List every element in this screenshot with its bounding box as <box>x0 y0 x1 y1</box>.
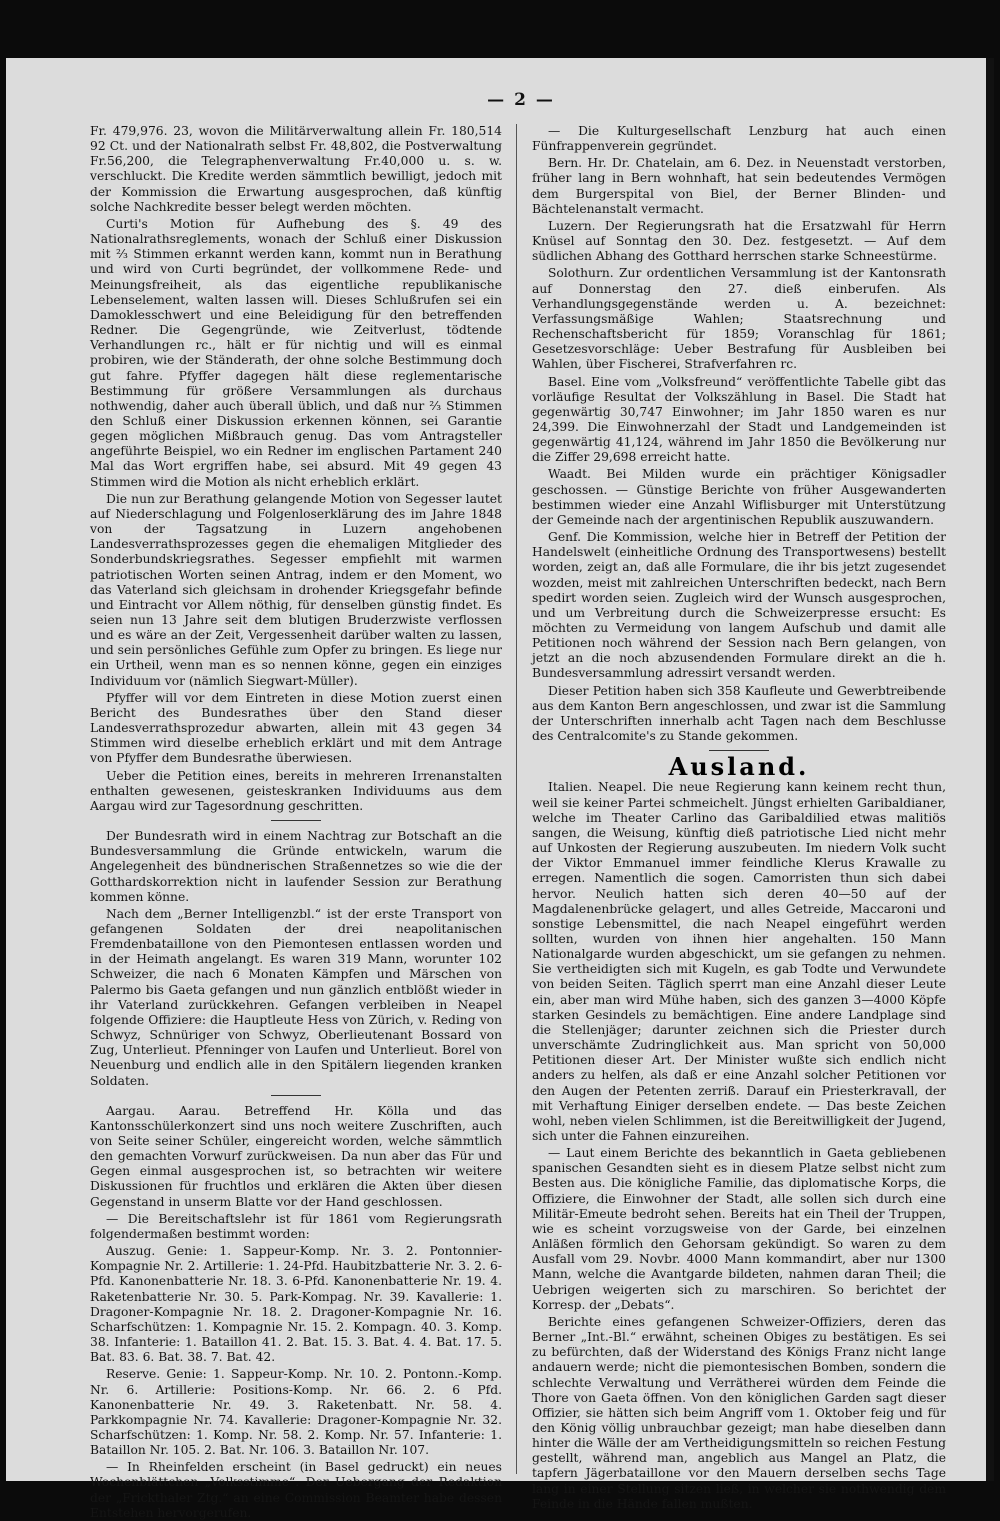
newspaper-page <box>6 58 994 1520</box>
article-paragraph: Fr. 479,976. 23, wovon die Militärverwaltung allein Fr. 180,514 92 Ct. und der Nationalrath selbst Fr. 48,802, die Postverwaltung Fr.56,200, die Telegraphenverwaltung Fr.40,000 u. s. w. verschluckt. Die Kredite werden sämmtlich bewilligt, jedoch mit der Kommission die Erwartung ausgesprochen, daß künftig solche Nachkredite besser belegt werden möchten. <box>90 124 502 214</box>
article-paragraph: Waadt. Bei Milden wurde ein prächtiger Königsadler geschossen. — Günstige Berichte von früher Ausgewanderten bestimmen wieder eine Anzahl Wiflisburger mit Unterstützung der Gemeinde nach der argentinischen Republik auszuwandern. <box>532 467 946 527</box>
article-paragraph: Basel. Eine vom „Volksfreund“ veröffentlichte Tabelle gibt das vorläufige Resultat der Volkszählung in Basel. Die Stadt hat gegenwärtig 30,747 Einwohner; im Jahr 1850 waren es nur 24,399. Die Einwohnerzahl der Stadt und Landgemeinden ist gegenwärtig 41,124, während im Jahr 1850 die Bevölkerung nur die Ziffer 29,698 erreicht hatte. <box>532 374 946 465</box>
article-paragraph: Bern. Hr. Dr. Chatelain, am 6. Dez. in Neuenstadt verstorben, früher lang in Bern wohnhaft, hat sein bedeutendes Vermögen dem Burgerspital von Biel, der Berner Blinden- und Bächtelenanstalt vermacht. <box>532 156 946 216</box>
article-paragraph: — Laut einem Berichte des bekanntlich in Gaeta gebliebenen spanischen Gesandten sieht es in diesem Platze selbst nicht zum Besten aus. Die königliche Familie, das diplomatische Korps, die Offiziere, die Einwohner der Stadt, alle sollen sich durch eine Militär-Emeute bedroht sehen. Bereits hat ein Theil der Truppen, wie es scheint vorzugsweise von der Garde, bei einzelnen Anläßen förmlich den Gehorsam gekündigt. So waren zu dem Ausfall vom 29. Novbr. 4000 Mann kommandirt, aber nur 1300 Mann, welche die Avantgarde bildeten, nahmen daran Theil; die Uebrigen weigerten sich zu marschiren. So berichtet der Korresp. der „Debats“. <box>532 1146 946 1312</box>
article-paragraph: Italien. Neapel. Die neue Regierung kann keinem recht thun, weil sie keiner Partei schmeichelt. Jüngst erhielten Garibaldianer, welche im Theater Carlino das Garibaldilied etwas malitiös sangen, die Weisung, künftig dieß patriotische Lied nicht mehr auf Unkosten der Regierung auszubeuten. Im niedern Volk sucht der Viktor Emmanuel immer feindliche Klerus Krawalle zu erregen. Namentlich die sogen. Camorristen thun sich dabei hervor. Neulich hatten sich deren 40—50 auf der Magdalenenbrücke gelagert, und alles Getreide, Maccaroni und sonstige Lebensmittel, die nach Neapel eingeführt werden sollten, wurden von ihnen hier angehalten. 150 Mann Nationalgarde wurden abgeschickt, um sie gefangen zu nehmen. Sie vertheidigten sich mit Kugeln, es gab Todte und Verwundete von beiden Seiten. Täglich sperrt man eine Anzahl dieser Leute ein, aber man wird Mühe haben, sich des ganzen 3—4000 Köpfe starken Gesindels zu bemächtigen. Eine andere Landplage sind die Stellenjäger; darunter zeichnen sich die Priester durch unverschämte Zudringlichkeit aus. Man spricht von 50,000 Petitionen dieser Art. Der Minister wußte sich endlich nicht anders zu helfen, als daß er eine Anzahl solcher Petitionen vor den Augen der Petenten zerriß. Darauf ein Priesterkravall, der mit Verhaftung Einiger derselben endete. — Das beste Zeichen wohl, neben vielen Schlimmen, ist die Bereitwilligkeit der Jugend, sich unter die Fahnen einzureihen. <box>532 780 946 1143</box>
article-paragraph: Der Bundesrath wird in einem Nachtrag zur Botschaft an die Bundesversammlung die Gründe entwickeln, warum die Angelegenheit des bündnerischen Straßennetzes so wie die der Gotthardskorrektion nicht in laufender Session zur Berathung kommen könne. <box>90 829 502 904</box>
right-column <box>532 124 946 1511</box>
article-paragraph: Ueber die Petition eines, bereits in mehreren Irrenanstalten enthalten gewesenen, geisteskranken Individuums aus dem Aargau wird zur Tagesordnung geschritten. <box>90 768 502 813</box>
section-divider <box>709 750 769 751</box>
article-paragraph: — In Rheinfelden erscheint (in Basel gedruckt) ein neues Wochenblättchen „Volksstimme“. Der Uebergang der Redaktion der „Frickthaler Ztg.“ an eine Commission Beamter habe dessen Entstehen hervorgerufen. <box>90 1460 502 1520</box>
article-paragraph: Solothurn. Zur ordentlichen Versammlung ist der Kantonsrath auf Donnerstag den 27. dieß einberufen. Als Verhandlungsgegenstände werden u. A. bezeichnet: Verfassungsmäßige Wahlen; Staatsrechnung und Rechenschaftsbericht für 1859; Voranschlag für 1861; Gesetzesvorschläge: Ueber Bestrafung für Ausbleiben bei Wahlen, über Fischerei, Strafverfahren rc. <box>532 266 946 372</box>
article-paragraph: Curti's Motion für Aufhebung des §. 49 des Nationalrathsreglements, wonach der Schluß einer Diskussion mit ⅔ Stimmen erkannt werden kann, kommt nun in Berathung und wird von Curti begründet, der vollkommene Rede- und Meinungsfreiheit, als das eigentliche republikanische Lebenselement, walten lassen will. Dieses Schlußrufen sei ein Damoklesschwert und eine Beleidigung für den betreffenden Redner. Die Gegengründe, wie Zeitverlust, tödtende Verhandlungen rc., hält er für nichtig und will es einmal probiren, wie der Ständerath, der ohne solche Bestimmung doch gut fahre. Pfyffer dagegen hält diese reglementarische Bestimmung für größere Versammlungen als durchaus nothwendig, daher auch überall üblich, und daß nur ⅔ Stimmen den Schluß einer Diskussion erkennen können, sei Garantie gegen möglichen Mißbrauch genug. Das vom Antragsteller angeführte Beispiel, wo ein Redner im englischen Partament 240 Mal das Wort ergriffen habe, sei absurd. Mit 49 gegen 43 Stimmen wird die Motion als nicht erheblich erklärt. <box>90 216 502 489</box>
article-paragraph: — Die Kulturgesellschaft Lenzburg hat auch einen Fünfrappenverein gegründet. <box>532 124 946 154</box>
article-paragraph: Nach dem „Berner Intelligenzbl.“ ist der erste Transport von gefangenen Soldaten der drei neapolitanischen Fremdenbataillone von den Piemontesen entlassen worden und in der Heimath angelangt. Es waren 319 Mann, worunter 102 Schweizer, die nach 6 Monaten Kämpfen und Märschen von Palermo bis Gaeta gefangen und nun gänzlich entblößt wieder in ihr Vaterland zurückkehren. Gefangen verbleiben in Neapel folgende Offiziere: die Hauptleute Hess von Zürich, v. Reding von Schwyz, Schnüriger von Schwyz, Oberlieutenant Bossard von Zug, Unterlieut. Pfenninger von Laufen und Unterlieut. Borel von Neuenburg und endlich alle in den Spitälern liegenden kranken Soldaten. <box>90 906 502 1088</box>
article-paragraph: Reserve. Genie: 1. Sappeur-Komp. Nr. 10. 2. Pontonn.-Komp. Nr. 6. Artillerie: Positions-Komp. Nr. 66. 2. 6 Pfd. Kanonenbatterie Nr. 49. 3. Raketenbatt. Nr. 58. 4. Parkkompagnie Nr. 74. Kavallerie: Dragoner-Kompagnie Nr. 32. Scharfschützen: 1. Komp. Nr. 58. 2. Komp. Nr. 57. Infanterie: 1. Bataillon Nr. 105. 2. Bat. Nr. 106. 3. Bataillon Nr. 107. <box>90 1367 502 1458</box>
article-paragraph: Auszug. Genie: 1. Sappeur-Komp. Nr. 3. 2. Pontonnier-Kompagnie Nr. 2. Artillerie: 1. 24-Pfd. Haubitzbatterie Nr. 3. 2. 6-Pfd. Kanonenbatterie Nr. 18. 3. 6-Pfd. Kanonenbatterie Nr. 19. 4. Raketenbatterie Nr. 30. 5. Park-Kompag. Nr. 39. Kavallerie: 1. Dragoner-Kompagnie Nr. 18. 2. Dragoner-Kompagnie Nr. 16. Scharfschützen: 1. Kompagnie Nr. 15. 2. Kompagn. 40. 3. Komp. 38. Infanterie: 1. Bataillon 41. 2. Bat. 15. 3. Bat. 4. 4. Bat. 17. 5. Bat. 83. 6. Bat. 38. 7. Bat. 42. <box>90 1244 502 1365</box>
left-column <box>90 124 502 1520</box>
section-divider <box>271 820 321 821</box>
article-paragraph: Pfyffer will vor dem Eintreten in diese Motion zuerst einen Bericht des Bundesrathes über den Stand dieser Landesverrathsprozedur abwarten, allein mit 43 gegen 34 Stimmen wird dieselbe erheblich erklärt und mit dem Antrage von Pfyffer dem Bundesrathe überwiesen. <box>90 690 502 766</box>
article-paragraph: Luzern. Der Regierungsrath hat die Ersatzwahl für Herrn Knüsel auf Sonntag den 30. Dez. festgesetzt. — Auf dem südlichen Abhang des Gotthard herrschen starke Schneestürme. <box>532 218 946 264</box>
article-paragraph: Genf. Die Kommission, welche hier in Betreff der Petition der Handelswelt (einheitliche Ordnung des Transportwesens) bestellt worden, zeigt an, daß alle Formulare, die ihr bis jetzt zugesendet wozden, meist mit zahlreichen Unterschriften bedeckt, nach Bern spedirt worden seien. Zugleich wird der Wunsch ausgesprochen, und um Verbreitung durch die Schweizerpresse ersucht: Es möchten zu Vermeidung von langem Aufschub und damit alle Petitionen noch während der Session nach Bern gelangen, von jetzt an die noch abzusendenden Formulare direkt an die h. Bundesversammlung adressirt versandt werden. <box>532 530 946 681</box>
article-paragraph: — Die Bereitschaftslehr ist für 1861 vom Regierungsrath folgendermaßen bestimmt worden: <box>90 1211 502 1241</box>
column-rule <box>516 124 517 1474</box>
page-number: — 2 — <box>487 90 555 110</box>
article-paragraph: Berichte eines gefangenen Schweizer-Offiziers, deren das Berner „Int.-Bl.“ erwähnt, scheinen Obiges zu bestätigen. Es sei zu befürchten, daß der Widerstand des Königs Franz nicht lange andauern werde; nicht die piemontesischen Bomben, sondern die schlechte Verwaltung und Verrätherei würden dem Feinde die Thore von Gaeta öffnen. Von den königlichen Garden sagt dieser Offizier, sie hätten sich beim Angriff vom 1. Oktober feig und für den König völlig unbrauchbar gezeigt; man habe dieselben dann hinter die Wälle der am Vertheidigungsmitteln so reichen Festung gestellt, während man, angeblich aus Mangel an Platz, die tapfern Jägerbataillone vor den Mauern derselben sechs Tage lang in einer Stellung sitzen ließ, in welcher sie nothwendig dem Feinde in die Hände fallen mußten. <box>532 1314 946 1511</box>
section-divider <box>271 1095 321 1096</box>
page-edge <box>986 58 994 1481</box>
article-paragraph: Die nun zur Berathung gelangende Motion von Segesser lautet auf Niederschlagung und Folgenloserklärung des im Jahre 1848 von der Tagsatzung in Luzern angehobenen Landesverrathsprozesses gegen die ehemaligen Mitglieder des Sonderbundskriegsrathes. Segesser empfiehlt mit warmen patriotischen Worten seinen Antrag, indem er den Moment, wo das Vaterland sich gleichsam in drohender Kriegsgefahr befinde und Eintracht vor Allem nöthig, für denselben günstig findet. Es seien nun 13 Jahre seit dem blutigen Bruderzwiste verflossen und es wäre an der Zeit, Vergessenheit darüber walten zu lassen, und sein persönliches Gefühle zum Opfer zu bringen. Es liege nur ein Urtheil, wenn man es so nennen könne, gegen ein einziges Individuum vor (nämlich Siegwart-Müller). <box>90 491 502 688</box>
article-paragraph: Dieser Petition haben sich 358 Kaufleute und Gewerbtreibende aus dem Kanton Bern angeschlossen, und zwar ist die Sammlung der Unterschriften innerhalb acht Tagen nach dem Beschlusse des Centralcomite's zu Stande gekommen. <box>532 683 946 744</box>
section-heading: Ausland. <box>668 752 810 782</box>
article-paragraph: Aargau. Aarau. Betreffend Hr. Kölla und das Kantonsschülerkonzert sind uns noch weitere Zuschriften, auch von Seite seiner Schüler, eingereicht worden, welche sämmtlich den gemachten Vorwurf zurückweisen. Da nun aber das Für und Gegen einmal ausgesprochen ist, so betrachten wir weitere Diskussionen für fruchtlos und erklären die Akten über diesen Gegenstand in unserm Blatte vor der Hand geschlossen. <box>90 1103 502 1209</box>
